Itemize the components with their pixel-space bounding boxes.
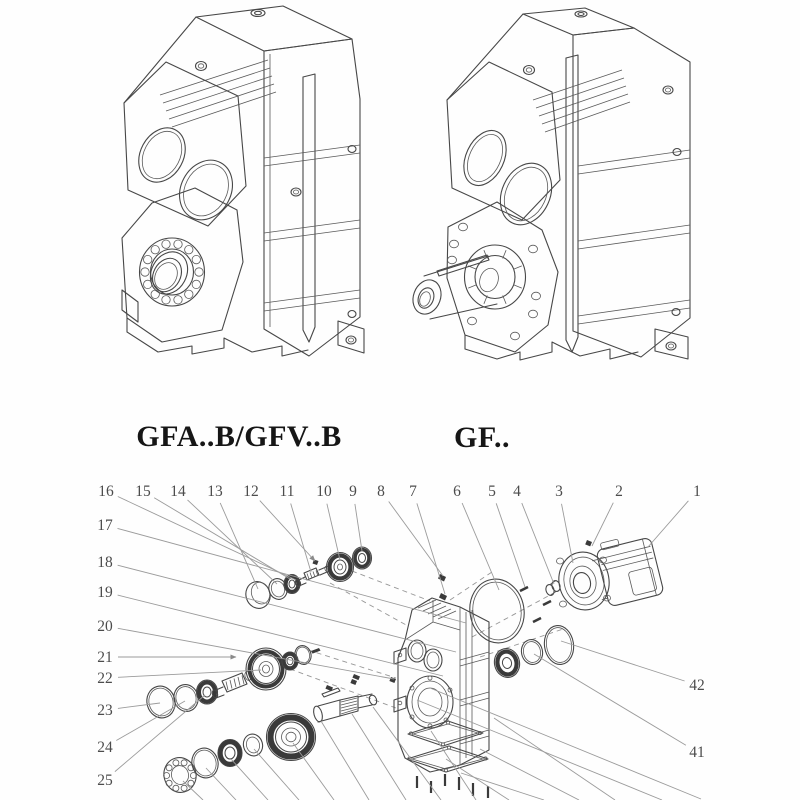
end-cap <box>242 578 273 611</box>
callout-number-7: 7 <box>409 483 417 500</box>
callout-number-12: 12 <box>243 483 259 500</box>
callout-number-14: 14 <box>170 483 186 500</box>
snap-ring <box>171 682 201 714</box>
callout-number-19: 19 <box>97 584 113 601</box>
cutoff-leader-5 <box>321 721 369 800</box>
caption-right-model: GF.. <box>454 421 510 454</box>
bearing <box>197 680 218 704</box>
callout-number-10: 10 <box>316 483 332 500</box>
set-screw <box>313 560 319 566</box>
gear-housing <box>350 574 489 772</box>
leader-line-14 <box>188 500 278 584</box>
leader-line-12 <box>260 501 315 561</box>
callout-number-4: 4 <box>513 483 521 500</box>
mounting-foot <box>122 290 138 322</box>
leader-line-23 <box>118 703 160 708</box>
leader-line-10 <box>327 504 340 560</box>
vertical-rail <box>566 55 578 352</box>
leader-line-4 <box>522 503 554 584</box>
shim-ring <box>143 683 178 721</box>
callout-number-42: 42 <box>689 677 705 694</box>
callout-number-17: 17 <box>97 517 113 534</box>
leader-line-3 <box>562 504 574 563</box>
bolt-hole <box>348 146 356 153</box>
mounting-bracket <box>338 321 364 353</box>
cutoff-leader-2 <box>231 759 268 800</box>
output-flange-face <box>447 202 558 352</box>
leader-line-7 <box>417 503 445 594</box>
callout-number-21: 21 <box>97 649 113 666</box>
callout-number-13: 13 <box>207 483 223 500</box>
cutoff-leader-13 <box>430 688 701 799</box>
leader-line-17 <box>118 528 467 623</box>
callout-number-1: 1 <box>693 483 701 500</box>
worm-shaft <box>211 671 252 699</box>
callout-number-11: 11 <box>279 483 295 500</box>
bearing <box>492 646 522 680</box>
top-plate <box>196 6 352 51</box>
leader-line-8 <box>389 502 443 577</box>
leader-line-2 <box>592 503 613 546</box>
leader-line-16 <box>118 497 296 581</box>
exploded-view <box>97 483 705 800</box>
bearing <box>218 740 242 767</box>
housing-right-slab <box>573 28 690 357</box>
callout-number-20: 20 <box>97 618 113 635</box>
callout-number-22: 22 <box>97 670 113 687</box>
housing-right-slab <box>264 39 360 356</box>
leader-line-9 <box>355 504 362 551</box>
callout-number-18: 18 <box>97 554 113 571</box>
key <box>311 648 321 654</box>
leader-line-13 <box>220 503 258 589</box>
leader-line-42 <box>561 641 685 681</box>
top-fins <box>160 60 276 127</box>
callout-number-16: 16 <box>98 483 114 500</box>
base-edge <box>465 335 638 360</box>
stud <box>350 679 357 685</box>
pinion-shaft <box>312 694 378 723</box>
bore-opening-1 <box>130 120 195 191</box>
callout-number-25: 25 <box>97 772 113 789</box>
leader-line-1 <box>648 501 688 547</box>
cutoff-leader-7 <box>373 707 441 800</box>
housing-main-bore <box>407 676 453 728</box>
hub-rings <box>465 245 526 309</box>
gear <box>327 553 354 582</box>
callout-number-23: 23 <box>97 702 113 719</box>
leader-line-41 <box>534 654 686 745</box>
snap-ring <box>519 638 545 667</box>
figure-gf-drawing <box>408 8 690 360</box>
bore-opening-2 <box>491 155 562 233</box>
callout-number-3: 3 <box>555 483 563 500</box>
bolt-hole <box>524 66 535 75</box>
pin <box>352 674 360 680</box>
snap-ring <box>189 745 222 781</box>
callout-number-24: 24 <box>97 739 113 756</box>
housing-bolt <box>439 593 447 601</box>
top-fins <box>533 70 630 132</box>
cutoff-leader-11 <box>480 749 579 800</box>
washer <box>241 732 265 758</box>
callout-number-41: 41 <box>689 744 705 761</box>
flat-gear <box>246 648 286 690</box>
output-shaft <box>408 255 501 319</box>
leader-line-5 <box>496 503 525 587</box>
housing-upper-bores <box>408 640 442 671</box>
callout-number-6: 6 <box>453 483 461 500</box>
bolt-hole <box>291 188 301 196</box>
bolt-hole <box>348 311 356 318</box>
output-bearing <box>140 238 205 306</box>
filler-plug <box>575 11 587 17</box>
caption-left-model: GFA..B/GFV..B <box>136 420 342 453</box>
callout-number-9: 9 <box>349 483 357 500</box>
bolt-studs <box>417 774 488 798</box>
leader-line-6 <box>462 503 499 590</box>
cutoff-leader-4 <box>293 743 334 800</box>
cutoff-leader-9 <box>446 759 509 800</box>
callout-number-15: 15 <box>135 483 151 500</box>
cutoff-leader-1 <box>206 768 236 800</box>
helical-gear <box>267 714 316 761</box>
output-shaft-parts <box>160 674 378 796</box>
cooling-ribs <box>264 145 360 311</box>
callout-number-5: 5 <box>488 483 496 500</box>
bolt-hole <box>663 86 673 94</box>
cooling-ribs <box>578 150 690 324</box>
callout-number-8: 8 <box>377 483 385 500</box>
housing-lugs <box>394 648 406 712</box>
vertical-rail <box>303 74 315 342</box>
bolt-hole <box>196 62 207 71</box>
callout-layer <box>97 483 705 800</box>
leader-line-15 <box>154 498 290 579</box>
motor-side-parts <box>465 531 664 680</box>
bolt-hole <box>672 309 680 316</box>
filler-plug <box>251 10 265 17</box>
motor-screw <box>585 540 592 546</box>
bore-opening-2 <box>169 151 242 229</box>
callout-number-2: 2 <box>615 483 623 500</box>
upper-bore-block <box>447 62 560 220</box>
top-plate <box>523 8 634 35</box>
figure-gfa-gfv-drawing <box>122 6 364 356</box>
